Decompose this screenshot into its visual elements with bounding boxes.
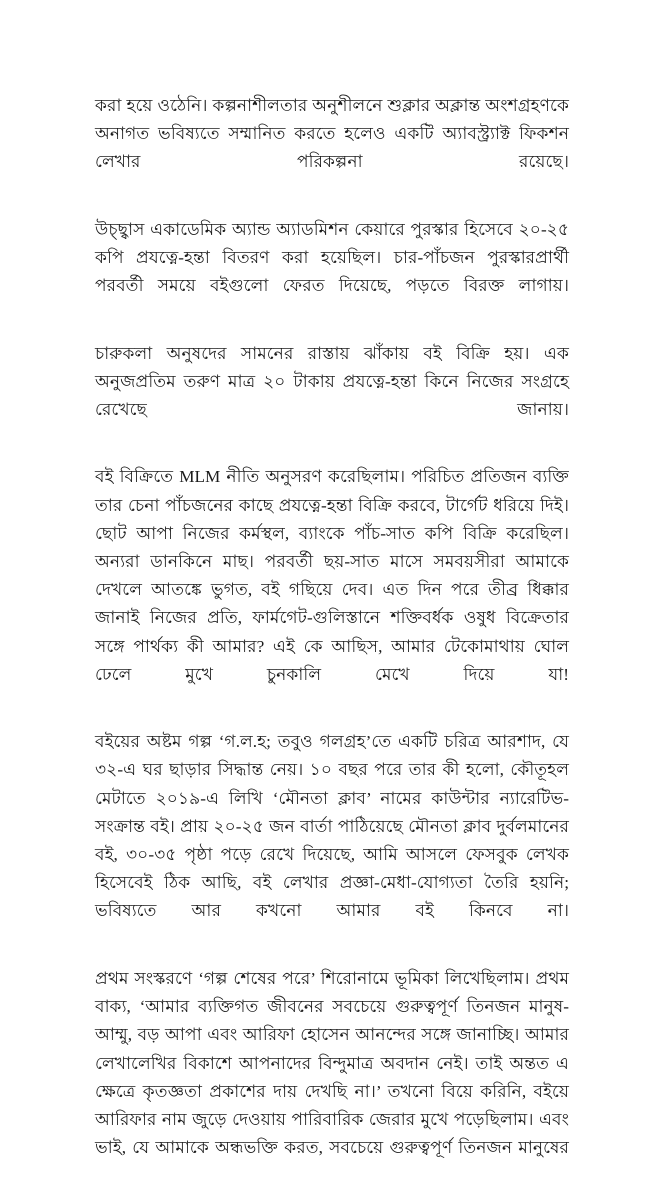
paragraph: বইয়ের অষ্টম গল্প ‘গ.ল.হ; তবুও গলগ্রহ’তে একটি চরিত্র আরশাদ, যে ৩২-এ ঘর ছাড়ার সিদ্ধান্ত নেয়। ১০ বছর পরে তার কী হলো, কৌতূহল মেটাতে ২০১৯-এ লিখি ‘মৌনতা ক্লাব’ নামের কাউন্টার ন্যারেটিভ-সংক্রান্ত বই। প্রায় ২০-২৫ জন বার্তা পাঠিয়েছে মৌনতা ক্লাব দুর্বলমানের বই, ৩০-৩৫ পৃষ্ঠা পড়ে রেখে দিয়েছে, আমি আসলে ফেসবুক লেখক হিসেবেই ঠিক আছি, বই লেখার প্রজ্ঞা-মেধা-যোগ্যতা তৈরি হয়নি; ভবিষ্যতে আর কখনো আমার বই কিনবে না।	[95, 732, 569, 921]
paragraph: প্রথম সংস্করণে ‘গল্প শেষের পরে’ শিরোনামে ভূমিকা লিখেছিলাম। প্রথম বাক্য, ‘আমার ব্যক্তিগত জীবনের সবচেয়ে গুরুত্বপূর্ণ তিনজন মানুষ-আম্মু, বড় আপা এবং আরিফা হোসেন আনন্দের সঙ্গে জানাচ্ছি। আমার লেখালেখির বিকাশে আপনাদের বিন্দুমাত্র অবদান নেই। তাই অন্তত এ ক্ষেত্রে কৃতজ্ঞতা প্রকাশের দায় দেখছি না।’ তখনো বিয়ে করিনি, বইয়ে আরিফার নাম জুড়ে দেওয়ায় পারিবারিক জেরার মুখে পড়েছিলাম। এবং ভাই, যে আমাকে অন্ধভক্তি করত, সবচেয়ে গুরুত্বপূর্ণ তিনজন মানুষের	[95, 968, 569, 1158]
paragraph: করা হয়ে ওঠেনি। কল্পনাশীলতার অনুশীলনে শুক্লার অক্লান্ত অংশগ্রহণকে অনাগত ভবিষ্যতে সম্মানিত করতে হলেও একটি অ্যাবস্ট্র্যাক্ট ফিকশন লেখার পরিকল্পনা রয়েছে।	[95, 96, 569, 172]
paragraph: বই বিক্রিতে MLM নীতি অনুসরণ করেছিলাম। পরিচিত প্রতিজন ব্যক্তি তার চেনা পাঁচজনের কাছে প্রযত্নে-হন্তা বিক্রি করবে, টার্গেট ধরিয়ে দিই। ছোট আপা নিজের কর্মস্থল, ব্যাংকে পাঁচ-সাত কপি বিক্রি করেছিল। অন্যরা ডানকিনে মাছ। পরবর্তী ছয়-সাত মাসে সমবয়সীরা আমাকে দেখলে আতঙ্কে ভুগত, বই গছিয়ে দেব। এত দিন পরে তীব্র ধিক্কার জানাই নিজের প্রতি, ফার্মগেট-গুলিস্তানে শক্তিবর্ধক ওষুধ বিক্রেতার সঙ্গে পার্থক্য কী আমার? এই কে আছিস, আমার টেকোমাথায় ঘোল ঢেলে মুখে চুনকালি মেখে দিয়ে যা!	[95, 467, 569, 684]
paragraph: চারুকলা অনুষদের সামনের রাস্তায় ঝাঁকায় বই বিক্রি হয়। এক অনুজপ্রতিম তরুণ মাত্র ২০ টাকায় প্রযত্নে-হন্তা কিনে নিজের সংগ্রহে রেখেছে জানায়।	[95, 343, 569, 420]
page-text-body	[95, 92, 569, 1191]
paragraph: উচ্ছ্বাস একাডেমিক অ্যান্ড অ্যাডমিশন কেয়ারে পুরস্কার হিসেবে ২০-২৫ কপি প্রযত্নে-হন্তা বিতরণ করা হয়েছিল। চার-পাঁচজন পুরস্কারপ্রার্থী পরবর্তী সময়ে বইগুলো ফেরত দিয়েছে, পড়তে বিরক্ত লাগায়।	[95, 219, 569, 296]
